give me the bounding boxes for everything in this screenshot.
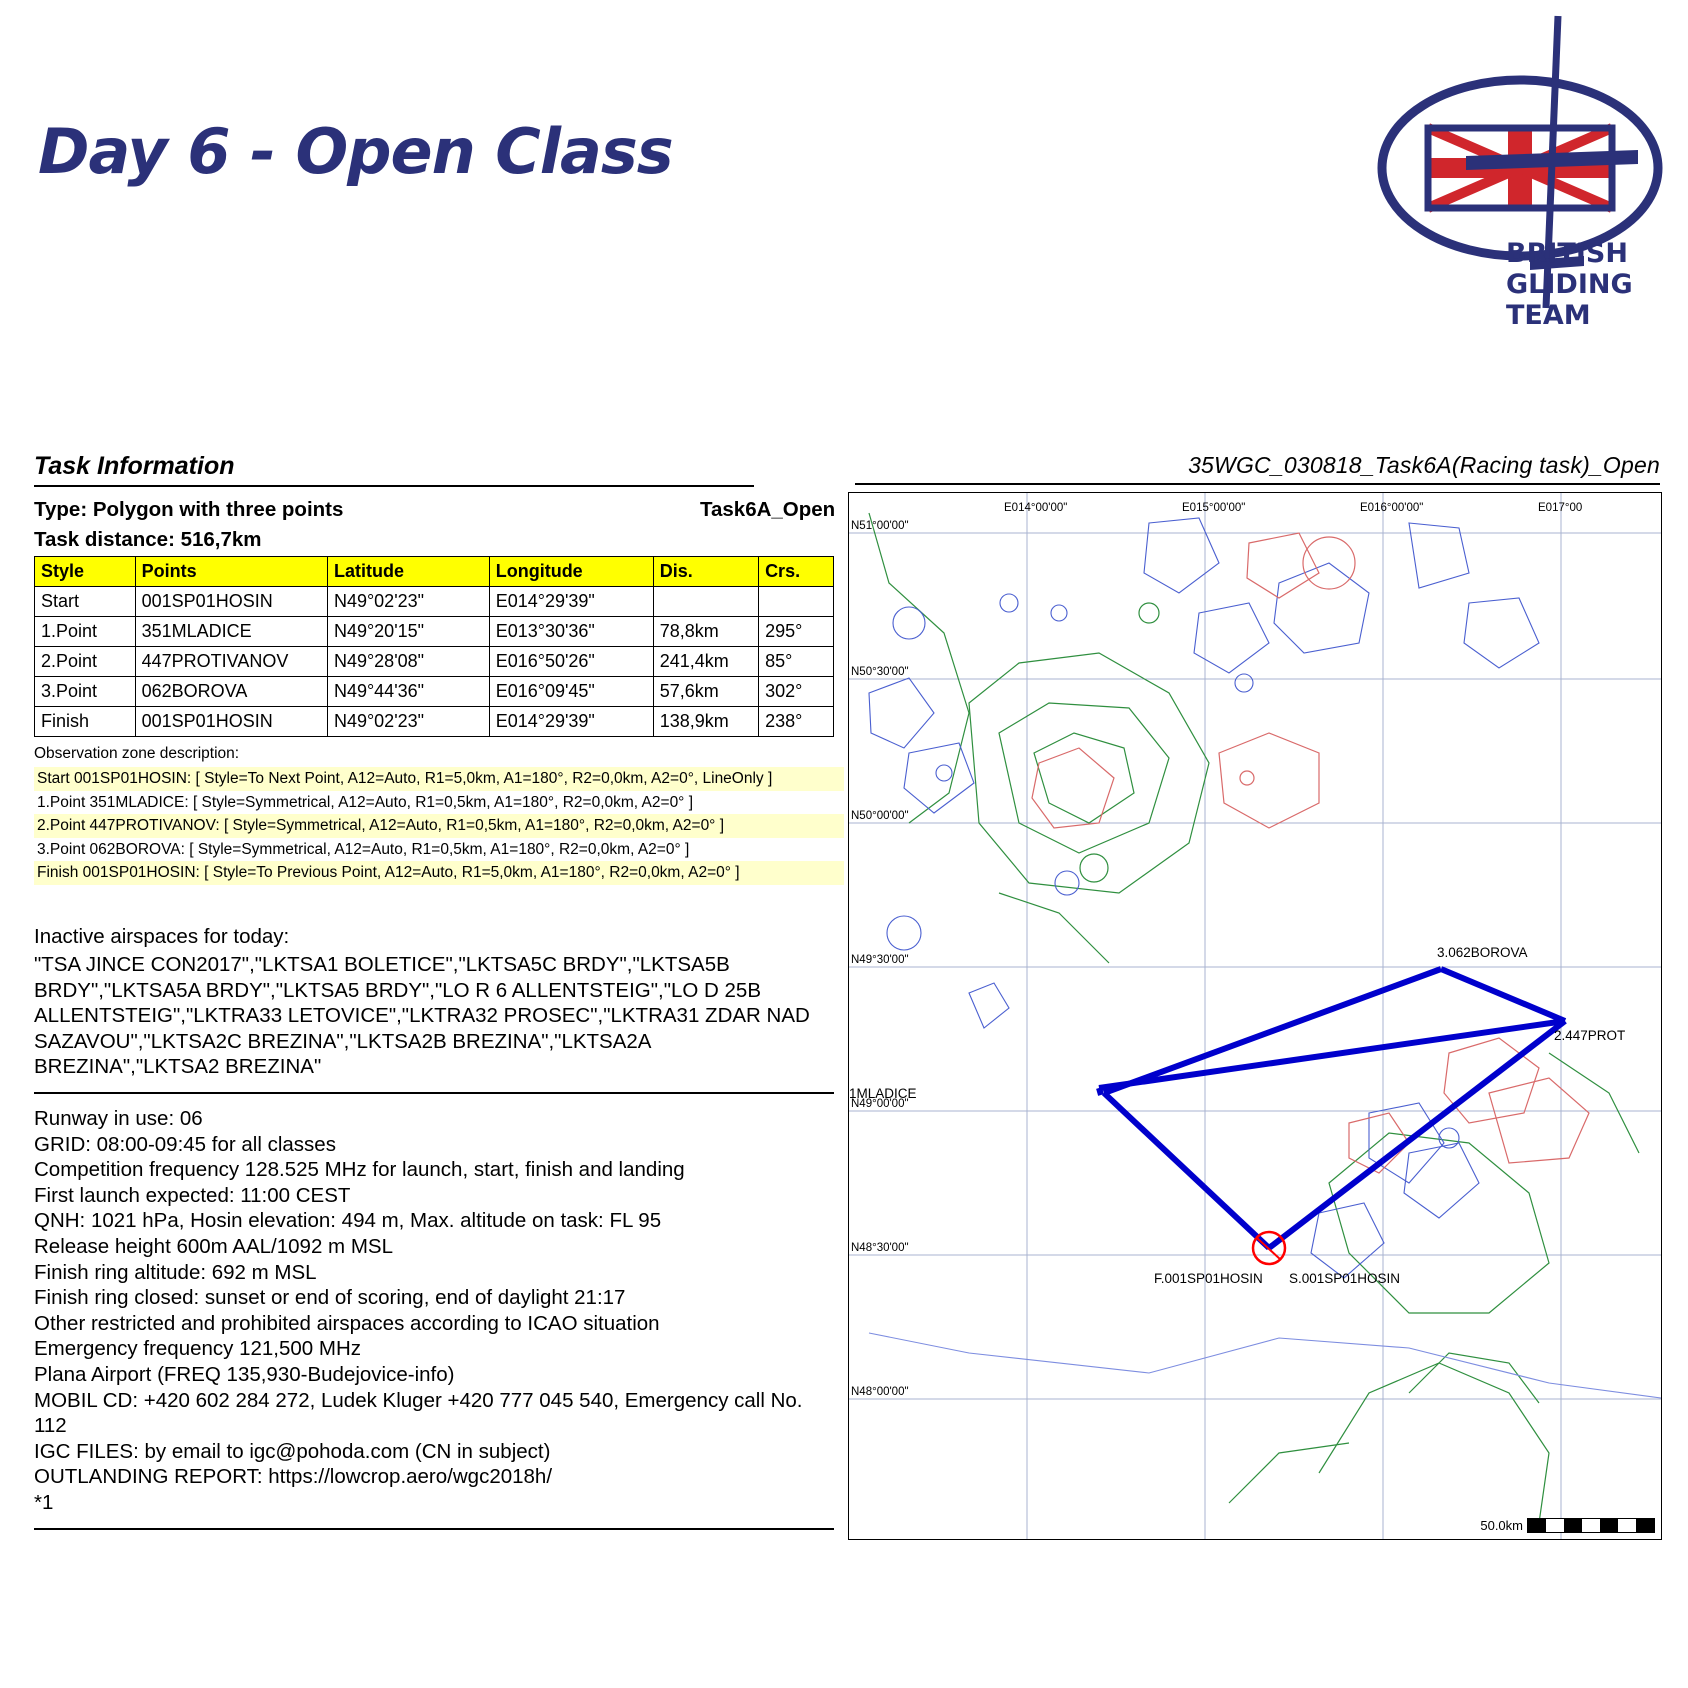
- cell-style: Start: [35, 587, 136, 617]
- cell-point: 001SP01HOSIN: [135, 707, 327, 737]
- info-line: Competition frequency 128.525 MHz for launch, start, finish and landing: [34, 1158, 685, 1182]
- svg-text:1MLADICE: 1MLADICE: [849, 1086, 917, 1101]
- scale-label: 50.0km: [1480, 1518, 1523, 1533]
- cell-dis: 78,8km: [653, 617, 758, 647]
- info-line: Runway in use: 06: [34, 1107, 203, 1130]
- table-row: [35, 617, 834, 647]
- cell-dis: 57,6km: [653, 677, 758, 707]
- task-distance: Task distance: 516,7km: [34, 528, 262, 551]
- table-row: [35, 677, 834, 707]
- cell-lon: E013°30'36": [489, 617, 653, 647]
- task-points-table: [34, 556, 834, 737]
- info-line: MOBIL CD: +420 602 284 272, Ludek Kluger +420 777 045 540, Emergency call No. 112: [34, 1388, 803, 1438]
- map-title: 35WGC_030818_Task6A(Racing task)_Open: [855, 452, 1660, 485]
- page-title: Day 6 - Open Class: [38, 115, 673, 188]
- divider: [34, 1528, 834, 1530]
- info-line: QNH: 1021 hPa, Hosin elevation: 494 m, Max. altitude on task: FL 95: [34, 1209, 662, 1233]
- table-row: [35, 707, 834, 737]
- info-line: IGC FILES: by email to igc@pohoda.com (CN in subject): [34, 1439, 551, 1463]
- scale-blocks: [1527, 1518, 1655, 1533]
- svg-text:3.062BOROVA: 3.062BOROVA: [1437, 945, 1528, 960]
- svg-text:2.447PROT: 2.447PROT: [1554, 1028, 1626, 1043]
- cell-dis: 138,9km: [653, 707, 758, 737]
- cell-dis: [653, 587, 758, 617]
- svg-text:N49°30'00": N49°30'00": [851, 954, 909, 966]
- cell-style: 2.Point: [35, 647, 136, 677]
- svg-text:N50°00'00": N50°00'00": [851, 810, 909, 822]
- cell-point: 062BOROVA: [135, 677, 327, 707]
- task-name: Task6A_Open: [700, 498, 836, 521]
- svg-text:N50°30'00": N50°30'00": [851, 666, 909, 678]
- col-longitude: Longitude: [489, 557, 653, 587]
- cell-lon: E016°09'45": [489, 677, 653, 707]
- cell-point: 447PROTIVANOV: [135, 647, 327, 677]
- info-line: Release height 600m AAL/1092 m MSL: [34, 1234, 393, 1258]
- table-row: [35, 647, 834, 677]
- info-line: Other restricted and prohibited airspaces according to ICAO situation: [34, 1311, 660, 1335]
- info-line: Emergency frequency 121,500 MHz: [34, 1337, 362, 1361]
- cell-crs: [759, 587, 834, 617]
- cell-lat: N49°28'08": [327, 647, 489, 677]
- col-points: Points: [135, 557, 327, 587]
- task-map[interactable]: [848, 492, 1662, 1540]
- cell-point: 351MLADICE: [135, 617, 327, 647]
- info-line: OUTLANDING REPORT: https://lowcrop.aero/wgc2018h/: [34, 1465, 553, 1489]
- cell-style: 1.Point: [35, 617, 136, 647]
- info-line: First launch expected: 11:00 CEST: [34, 1183, 351, 1207]
- observation-zone-row: 2.Point 447PROTIVANOV: [ Style=Symmetrical, A12=Auto, R1=0,5km, A1=180°, R2=0,0km, A2=0° ]: [34, 814, 844, 838]
- observation-zone-row: Finish 001SP01HOSIN: [ Style=To Previous Point, A12=Auto, R1=5,0km, A1=180°, R2=0,0km, A2=0° ]: [34, 861, 844, 885]
- svg-text:N48°30'00": N48°30'00": [851, 1242, 909, 1254]
- table-header-row: [35, 557, 834, 587]
- svg-text:E015°00'00": E015°00'00": [1182, 502, 1246, 514]
- cell-style: 3.Point: [35, 677, 136, 707]
- info-line: GRID: 08:00-09:45 for all classes: [34, 1132, 336, 1156]
- cell-lon: E014°29'39": [489, 587, 653, 617]
- observation-zone-list: [34, 767, 844, 885]
- observation-zone-heading: Observation zone description:: [34, 745, 240, 762]
- col-course: Crs.: [759, 557, 834, 587]
- cell-lat: N49°02'23": [327, 587, 489, 617]
- cell-dis: 241,4km: [653, 647, 758, 677]
- cell-lat: N49°20'15": [327, 617, 489, 647]
- info-line: *1: [34, 1490, 54, 1514]
- svg-text:N48°00'00": N48°00'00": [851, 1386, 909, 1398]
- cell-lon: E014°29'39": [489, 707, 653, 737]
- map-scale-bar: [1480, 1518, 1655, 1533]
- svg-text:E017°00: E017°00: [1538, 502, 1583, 514]
- svg-text:E016°00'00": E016°00'00": [1360, 502, 1424, 514]
- cell-lat: N49°02'23": [327, 707, 489, 737]
- observation-zone-row: 3.Point 062BOROVA: [ Style=Symmetrical, A12=Auto, R1=0,5km, A1=180°, R2=0,0km, A2=0° ]: [37, 840, 690, 858]
- cell-point: 001SP01HOSIN: [135, 587, 327, 617]
- svg-text:F.001SP01HOSIN: F.001SP01HOSIN: [1154, 1271, 1263, 1286]
- svg-text:E014°00'00": E014°00'00": [1004, 502, 1068, 514]
- info-line: Plana Airport (FREQ 135,930-Budejovice-info): [34, 1362, 455, 1386]
- cell-lat: N49°44'36": [327, 677, 489, 707]
- inactive-airspaces-body: "TSA JINCE CON2017","LKTSA1 BOLETICE","LKTSA5C BRDY","LKTSA5B BRDY","LKTSA5A BRDY","LKTSA5 BRDY","LO R 6 ALLENTSTEIG","LO D 25B ALLENTSTEIG","LKTRA33 LETOVICE","LKTRA32 PROSEC","LKTRA31 ZDAR NAD SAZAVOU","LKTSA2C BREZINA","LKTSA2B BREZINA","LKTSA2A BREZINA","LKTSA2 BREZINA": [34, 953, 810, 1078]
- cell-lon: E016°50'26": [489, 647, 653, 677]
- task-information-heading: Task Information: [34, 452, 754, 487]
- table-row: [35, 587, 834, 617]
- task-type: Type: Polygon with three points: [34, 498, 344, 521]
- cell-style: Finish: [35, 707, 136, 737]
- cell-crs: 85°: [759, 647, 834, 677]
- info-line: Finish ring closed: sunset or end of scoring, end of daylight 21:17: [34, 1286, 626, 1310]
- svg-text:S.001SP01HOSIN: S.001SP01HOSIN: [1289, 1271, 1401, 1286]
- cell-crs: 302°: [759, 677, 834, 707]
- col-distance: Dis.: [653, 557, 758, 587]
- logo-wordmark: BRITISH GLIDING TEAM: [1506, 238, 1633, 331]
- observation-zone-row: Start 001SP01HOSIN: [ Style=To Next Point, A12=Auto, R1=5,0km, A1=180°, R2=0,0km, A2=0°, LineOnly ]: [34, 767, 844, 791]
- svg-text:N49°00'00": N49°00'00": [851, 1098, 909, 1110]
- info-line: Finish ring altitude: 692 m MSL: [34, 1260, 317, 1284]
- cell-crs: 238°: [759, 707, 834, 737]
- inactive-airspaces-heading: Inactive airspaces for today:: [34, 925, 290, 948]
- svg-text:N51°00'00": N51°00'00": [851, 520, 909, 532]
- observation-zone-row: 1.Point 351MLADICE: [ Style=Symmetrical, A12=Auto, R1=0,5km, A1=180°, R2=0,0km, A2=0° ]: [37, 793, 693, 811]
- cell-crs: 295°: [759, 617, 834, 647]
- operational-info-block: [34, 1106, 834, 1516]
- col-latitude: Latitude: [327, 557, 489, 587]
- col-style: Style: [35, 557, 136, 587]
- divider: [34, 1092, 834, 1094]
